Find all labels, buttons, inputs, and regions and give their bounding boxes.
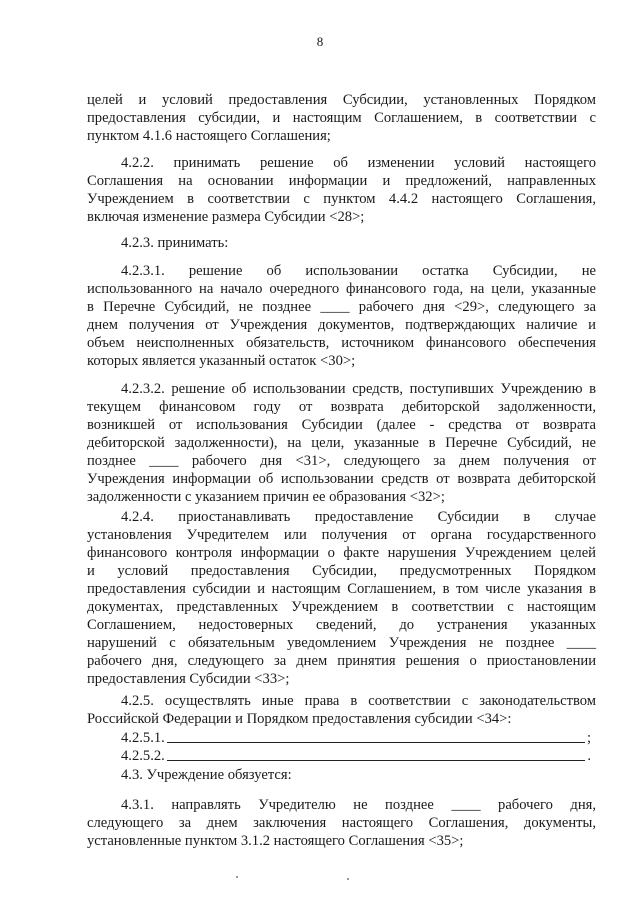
text-line: возникшей от использования Субсидии (далее - средства от возврата (87, 417, 596, 433)
text-line: дебиторской задолженности), на цели, указанные в Перечне Субсидий, не (87, 435, 596, 451)
text-line: Соглашения на основании информации и предложений, направленных (87, 173, 596, 189)
text-line: 4.2.3.1. решение об использовании остатка Субсидии, не (121, 263, 596, 279)
text-line: целей и условий предоставления Субсидии, установленных Порядком (87, 92, 596, 108)
text-line: документах, представленных Учреждением в соответствии с настоящим (87, 599, 596, 615)
text-line: нарушений с обязательным уведомлением Учреждения не позднее ____ (87, 635, 596, 651)
text-line: задолженности с указанием причин ее образования <32>; (87, 489, 445, 505)
paragraph-4-2-5 (87, 692, 596, 728)
text-line: объем неисполненных обязательств, источником финансового обеспечения (87, 335, 596, 351)
paragraph-continuation (87, 91, 596, 145)
text-line: пунктом 4.1.6 настоящего Соглашения; (87, 128, 331, 144)
text-line: 4.3.1. направлять Учредителю не позднее ____ рабочего дня, (121, 797, 596, 813)
paragraph-4-2-3-1 (87, 262, 596, 370)
paragraph-4-3-1 (87, 796, 596, 850)
paragraph-4-2-4 (87, 508, 596, 688)
page-number: 8 (316, 34, 324, 49)
text-line: предоставления субсидии, и настоящим Соглашением, в соответствии с (87, 110, 596, 126)
text-line: в Перечне Субсидий, не позднее ____ рабочего дня <29>, следующего за (87, 299, 596, 315)
text-line: Учреждением в соответствии с пунктом 4.4.2 настоящего Соглашения, (87, 191, 596, 207)
item-end-mark: ; (586, 730, 591, 746)
paragraph-4-2-3-2 (87, 380, 596, 506)
text-line: и условий предоставления Субсидии, предусмотренных Порядком (87, 563, 596, 579)
text-line: позднее ____ рабочего дня <31>, следующего за днем получения от (87, 453, 596, 469)
blank-fill-line (167, 760, 586, 761)
text-line: 4.2.2. принимать решение об изменении условий настоящего (121, 155, 596, 171)
paragraph-4-2-3: 4.2.3. принимать: (121, 235, 229, 251)
text-line: днем получения от Учреждения документов, подтверждающих наличие и (87, 317, 596, 333)
text-line: текущем финансовом году от возврата дебиторской задолженности, (87, 399, 596, 415)
item-end-mark: . (587, 748, 591, 764)
text-line: предоставления субсидии и настоящим Соглашением, в том числе указания в (87, 581, 596, 597)
scan-speck (236, 876, 238, 878)
text-line: финансового контроля информации о факте нарушения Учреждением целей (87, 545, 596, 561)
item-4-2-5-2 (121, 747, 591, 765)
text-line: включая изменение размера Субсидии <28>; (87, 209, 365, 225)
text-line: установления Учредителем или получения от органа государственного (87, 527, 596, 543)
text-line: 4.2.4. приостанавливать предоставление Субсидии в случае (121, 509, 596, 525)
text-line: рабочего дня, следующего за днем принятия решения о приостановлении (87, 653, 596, 669)
text-line: 4.2.3.2. решение об использовании средств, поступивших Учреждению в (121, 381, 596, 397)
text-line: установленные пунктом 3.1.2 настоящего Соглашения <35>; (87, 833, 464, 849)
blank-fill-line (167, 742, 585, 743)
item-label: 4.2.5.2. (121, 748, 165, 764)
text-line: использованного на начало очередного финансового года, на цели, указанные (87, 281, 596, 297)
paragraph-4-3: 4.3. Учреждение обязуется: (121, 767, 292, 783)
scan-speck (347, 878, 349, 880)
text-line: Учреждения информации об использовании средств от возврата дебиторской (87, 471, 596, 487)
text-line: которых является указанный остаток <30>; (87, 353, 356, 369)
text-line: 4.2.5. осуществлять иные права в соответствии с законодательством (121, 693, 596, 709)
item-label: 4.2.5.1. (121, 730, 165, 746)
text-line: Российской Федерации и Порядком предоставления субсидии <34>: (87, 711, 512, 727)
item-4-2-5-1 (121, 729, 591, 747)
text-line: Соглашением, недостоверных сведений, до устранения указанных (87, 617, 596, 633)
paragraph-4-2-2 (87, 154, 596, 226)
text-line: следующего за днем заключения настоящего Соглашения, документы, (87, 815, 596, 831)
text-line: предоставления Субсидии <33>; (87, 671, 290, 687)
